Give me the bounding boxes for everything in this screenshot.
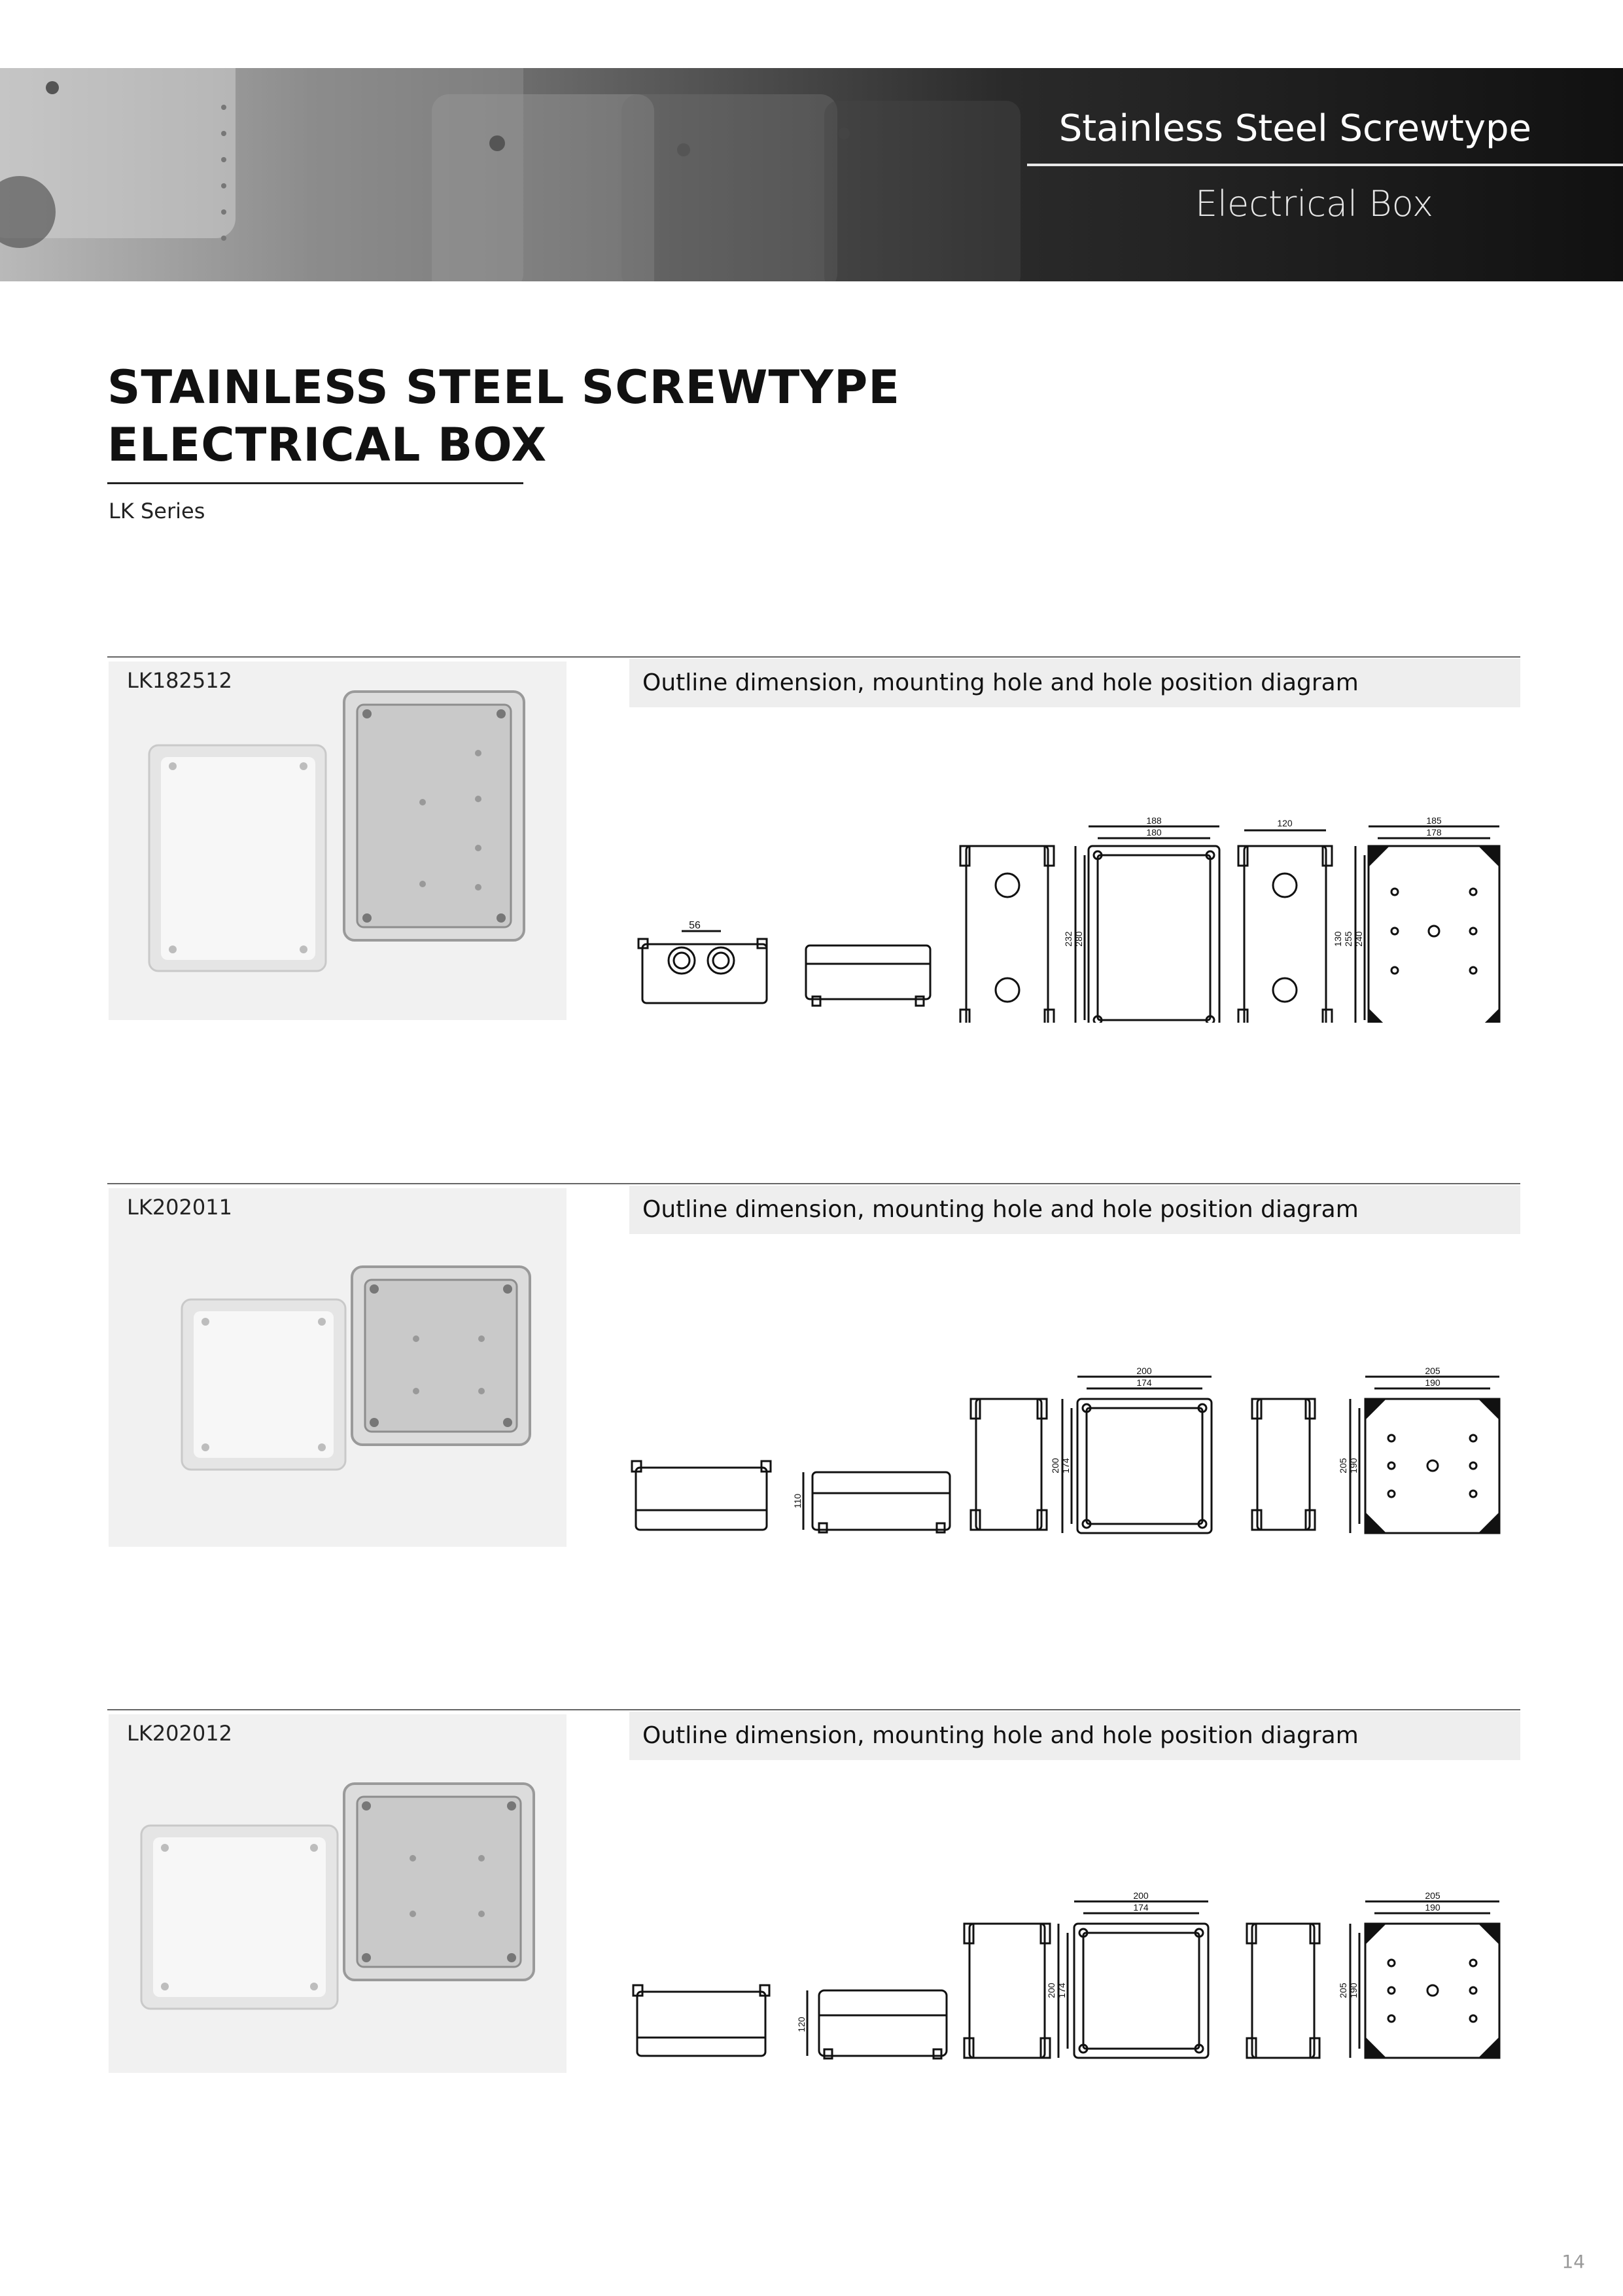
header-banner xyxy=(0,68,1623,281)
product-code: LK202011 xyxy=(127,1195,232,1220)
dim-label: 174 xyxy=(1056,1983,1067,1998)
dim-label: 280 xyxy=(1073,931,1084,947)
dim-label: 110 xyxy=(792,1493,803,1509)
product-photo xyxy=(109,1714,567,2073)
diagram-caption-text: Outline dimension, mounting hole and hole position diagram xyxy=(642,1722,1359,1749)
diagram-caption xyxy=(629,1712,1520,1760)
header-title: Stainless Steel Screwtype xyxy=(1058,107,1531,150)
diagram-caption xyxy=(629,659,1520,707)
product-section-1 xyxy=(107,656,1520,1023)
dim-label: 180 xyxy=(1146,827,1162,838)
clear-box-image xyxy=(344,1784,534,1980)
product-photo xyxy=(109,662,567,1020)
dim-label: 174 xyxy=(1060,1458,1071,1474)
dim-label: 232 xyxy=(1063,931,1073,947)
dim-label: 205 xyxy=(1425,1366,1440,1376)
dim-label: 205 xyxy=(1338,1983,1348,1998)
dimension-diagrams xyxy=(629,1327,1520,1549)
dim-label: 255 xyxy=(1343,931,1353,947)
product-section-3 xyxy=(107,1709,1520,2075)
dimension-diagrams xyxy=(629,1853,1520,2075)
product-photo xyxy=(109,1188,567,1547)
product-photo-drawing xyxy=(109,1188,567,1547)
page-title-line1: STAINLESS STEEL SCREWTYPE xyxy=(107,361,901,414)
clear-box-image xyxy=(352,1267,530,1445)
dim-label: 200 xyxy=(1046,1983,1056,1998)
section-divider xyxy=(107,1709,1520,1710)
grey-box-image xyxy=(149,745,326,971)
header-divider xyxy=(1027,164,1623,166)
series-label: LK Series xyxy=(109,499,205,523)
diagram-caption-text: Outline dimension, mounting hole and hole position diagram xyxy=(642,1196,1359,1223)
product-photo-drawing xyxy=(109,1714,567,2073)
product-code: LK202012 xyxy=(127,1721,232,1746)
page-number: 14 xyxy=(1562,2251,1585,2272)
banner-photo xyxy=(0,68,1243,281)
product-photo-drawing xyxy=(109,662,567,1020)
product-code: LK182512 xyxy=(127,668,232,693)
dim-label: 174 xyxy=(1136,1377,1152,1388)
dim-label: 190 xyxy=(1348,1458,1359,1474)
dim-label: 205 xyxy=(1338,1458,1348,1474)
dim-label: 188 xyxy=(1146,815,1162,826)
dim-label: 178 xyxy=(1426,827,1442,838)
dim-label: 130 xyxy=(1333,931,1343,947)
dim-label: 200 xyxy=(1050,1458,1060,1474)
dim-label: 190 xyxy=(1425,1902,1440,1913)
diagram-caption-text: Outline dimension, mounting hole and hole position diagram xyxy=(642,669,1359,696)
dim-label: 240 xyxy=(1353,931,1364,947)
dim-label: 185 xyxy=(1426,815,1442,826)
dim-label: 205 xyxy=(1425,1890,1440,1901)
diagram-caption xyxy=(629,1186,1520,1234)
clear-box-image xyxy=(344,692,524,940)
grey-box-image xyxy=(182,1299,345,1470)
dim-label: 120 xyxy=(1277,818,1293,828)
dim-label: 120 xyxy=(796,2017,807,2032)
grey-box-image xyxy=(141,1826,338,2009)
product-section-2 xyxy=(107,1183,1520,1549)
page-title xyxy=(107,359,900,474)
dimension-diagrams xyxy=(629,800,1520,1023)
section-divider xyxy=(107,656,1520,658)
dim-label: 56 xyxy=(689,920,701,931)
title-underline xyxy=(107,482,523,484)
header-subtitle: Electrical Box xyxy=(1195,183,1433,224)
dim-label: 190 xyxy=(1425,1377,1440,1388)
dim-label: 200 xyxy=(1136,1366,1152,1376)
dim-label: 190 xyxy=(1348,1983,1359,1998)
page-title-line2: ELECTRICAL BOX xyxy=(107,418,548,472)
section-divider xyxy=(107,1183,1520,1184)
dim-label: 200 xyxy=(1133,1890,1149,1901)
dim-label: 174 xyxy=(1133,1902,1149,1913)
